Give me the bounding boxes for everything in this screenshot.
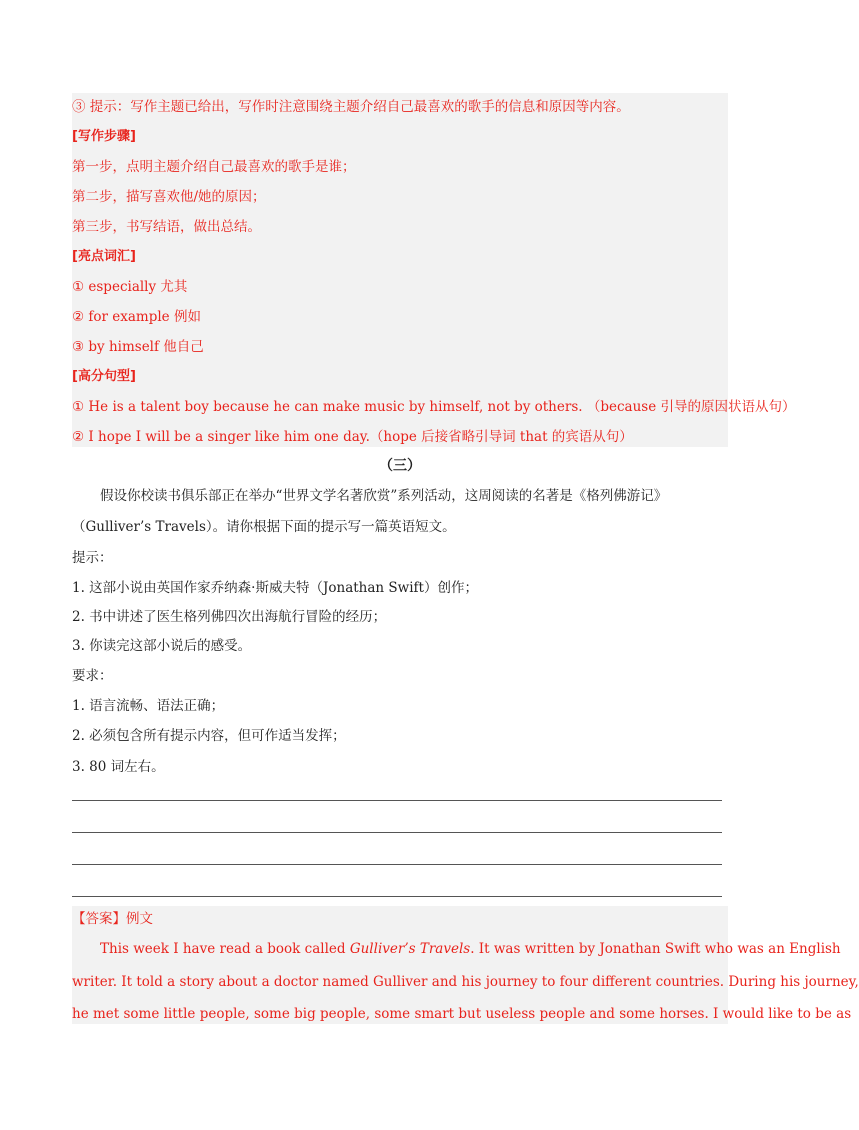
section-title: （三）	[379, 458, 421, 474]
writing-line	[72, 800, 722, 801]
answer-line	[100, 939, 841, 959]
step-item: 第三步，书写结语，做出总结。	[72, 219, 261, 235]
steps-heading: [写作步骤]	[72, 129, 136, 144]
writing-line	[72, 832, 722, 833]
vocab-item: ① especially 尤其	[72, 279, 188, 295]
book-title: Gulliver’s Travels	[349, 941, 471, 957]
writing-guide-block	[72, 93, 796, 447]
writing-line	[72, 864, 722, 865]
sentence-heading: [高分句型]	[72, 369, 136, 384]
vocab-item: ③ by himself 他自己	[72, 339, 204, 355]
step-item: 第二步，描写喜欢他/她的原因；	[72, 189, 266, 205]
answer-line: writer. It told a story about a doctor named Gulliver and his journey to four different countries. During his journey,	[72, 974, 859, 990]
answer-label: 【答案】例文	[72, 911, 153, 927]
requirement-item: 2. 必须包含所有提示内容，但可作适当发挥；	[72, 728, 346, 744]
hints-label: 提示：	[72, 550, 113, 566]
writing-line	[72, 896, 722, 897]
requirement-item: 1. 语言流畅、语法正确；	[72, 698, 225, 714]
vocab-heading: [亮点词汇]	[72, 249, 136, 264]
prompt-intro-line: 假设你校读书俱乐部正在举办“世界文学名著欣赏”系列活动，这周阅读的名著是《格列佛游记》	[100, 488, 668, 504]
answer-line: he met some little people, some big people, some smart but useless people and some horses. I would like to be as	[72, 1006, 852, 1022]
step-item: 第一步，点明主题介绍自己最喜欢的歌手是谁；	[72, 159, 356, 175]
requirements-label: 要求：	[72, 668, 113, 684]
sentence-item: ① He is a talent boy because he can make music by himself, not by others. （because 引导的原因状语从句）	[72, 399, 796, 415]
vocab-item: ② for example 例如	[72, 309, 201, 325]
prompt-intro-line: （Gulliver’s Travels）。请你根据下面的提示写一篇英语短文。	[72, 519, 456, 535]
hint-item: 3. 你读完这部小说后的感受。	[72, 638, 252, 654]
answer-block	[72, 906, 859, 1024]
hint-item: 2. 书中讲述了医生格列佛四次出海航行冒险的经历；	[72, 609, 387, 625]
answer-line1-pre: This week I have read a book called	[100, 941, 350, 957]
answer-line1-post: . It was written by Jonathan Swift who was an English	[470, 941, 841, 957]
requirement-item: 3. 80 词左右。	[72, 759, 165, 775]
tip-line: ③ 提示：写作主题已给出，写作时注意围绕主题介绍自己最喜欢的歌手的信息和原因等内容。	[72, 99, 630, 115]
hint-item: 1. 这部小说由英国作家乔纳森·斯威夫特（Jonathan Swift）创作；	[72, 580, 478, 596]
sentence-item: ② I hope I will be a singer like him one day.（hope 后接省略引导词 that 的宾语从句）	[72, 429, 633, 445]
